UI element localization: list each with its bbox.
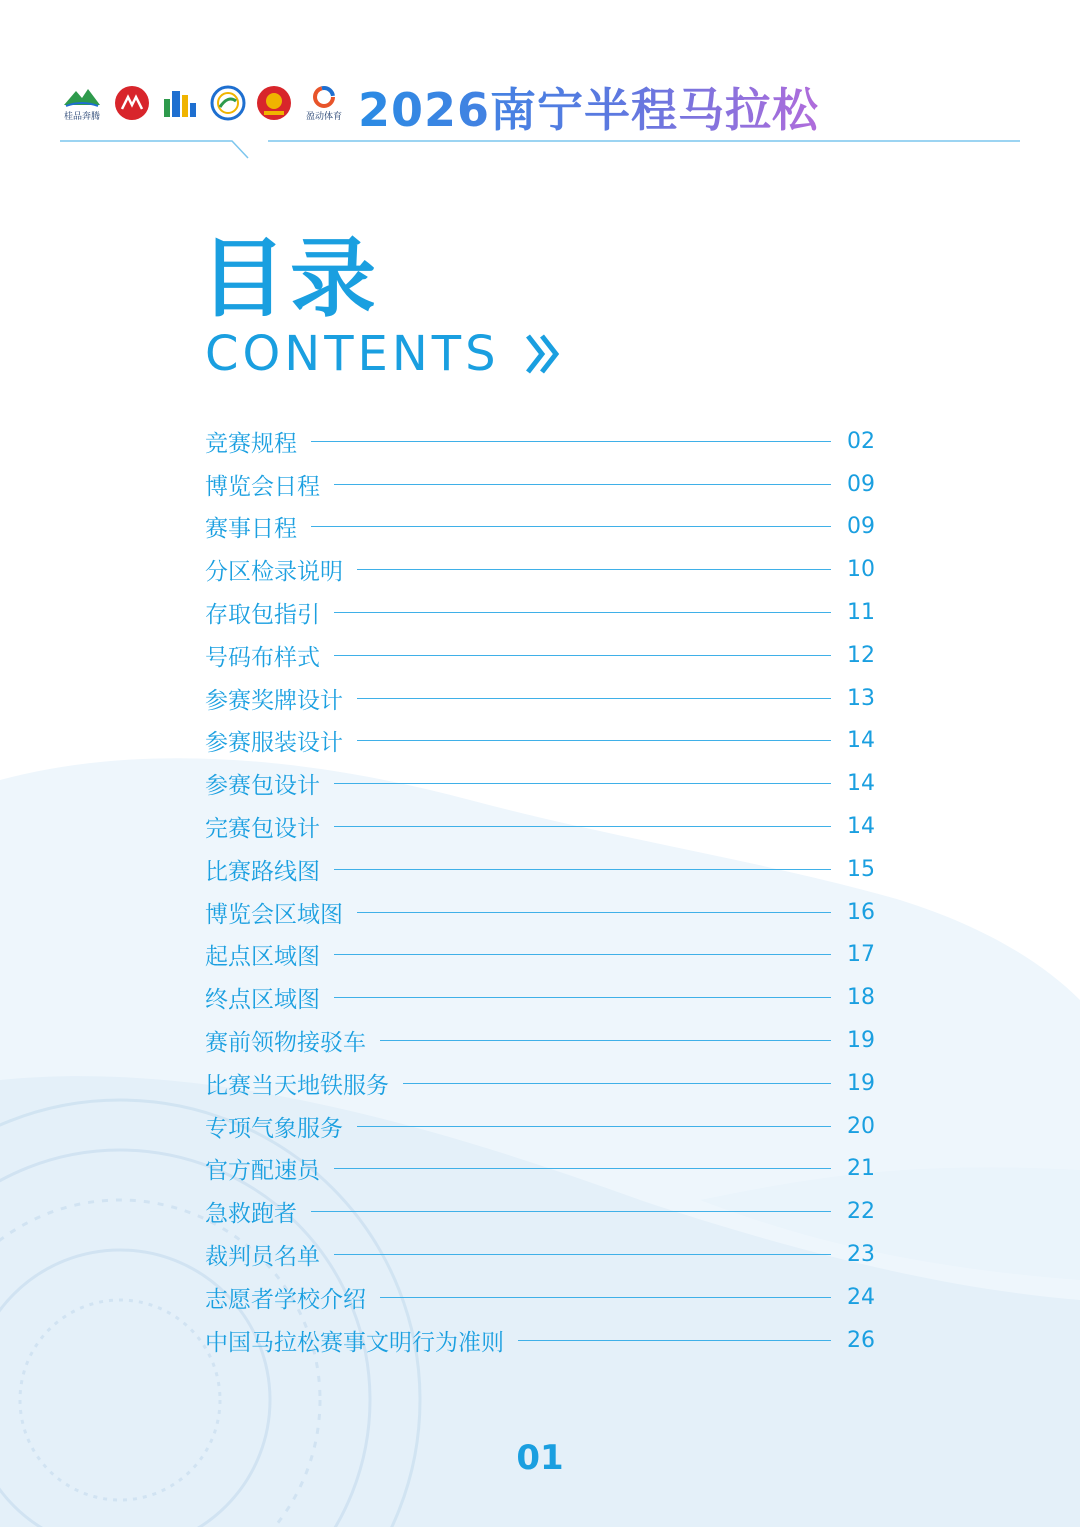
toc-page-number: 16 bbox=[847, 899, 875, 925]
toc-page-number: 02 bbox=[847, 428, 875, 454]
toc-label: 存取包指引 bbox=[205, 602, 320, 629]
toc-leader-line bbox=[334, 484, 831, 485]
toc-leader-line bbox=[380, 1040, 831, 1041]
toc-leader-line bbox=[334, 1254, 831, 1255]
toc-row[interactable] bbox=[205, 677, 875, 720]
toc-label: 中国马拉松赛事文明行为准则 bbox=[205, 1329, 504, 1356]
toc-label: 竞赛规程 bbox=[205, 430, 297, 457]
toc-label: 博览会区域图 bbox=[205, 901, 343, 928]
toc-row[interactable] bbox=[205, 463, 875, 506]
page-header bbox=[0, 0, 1080, 170]
logo-text: 盈动体育 bbox=[305, 111, 342, 122]
logo-text: 桂品奔腾 bbox=[63, 111, 100, 122]
toc-leader-line bbox=[334, 954, 831, 955]
toc-leader-line bbox=[334, 1168, 831, 1169]
toc-page-number: 14 bbox=[847, 771, 875, 797]
toc-row[interactable] bbox=[205, 506, 875, 549]
toc-row[interactable] bbox=[205, 591, 875, 634]
toc-row[interactable] bbox=[205, 934, 875, 977]
toc-page-number: 18 bbox=[847, 985, 875, 1011]
toc-leader-line bbox=[403, 1083, 831, 1084]
header-divider bbox=[0, 0, 1080, 170]
toc-leader-line bbox=[311, 441, 831, 442]
toc-label: 赛前领物接驳车 bbox=[205, 1030, 366, 1057]
toc-label: 分区检录说明 bbox=[205, 559, 343, 586]
toc-row[interactable] bbox=[205, 976, 875, 1019]
toc-leader-line bbox=[334, 783, 831, 784]
toc-row[interactable] bbox=[205, 1062, 875, 1105]
toc-label: 比赛路线图 bbox=[205, 858, 320, 885]
toc-leader-line bbox=[357, 698, 831, 699]
toc-page-number: 17 bbox=[847, 942, 875, 968]
toc-row[interactable] bbox=[205, 1190, 875, 1233]
toc-row[interactable] bbox=[205, 634, 875, 677]
toc-page-number: 20 bbox=[847, 1113, 875, 1139]
toc-leader-line bbox=[334, 612, 831, 613]
toc-page-number: 22 bbox=[847, 1199, 875, 1225]
toc-page-number: 24 bbox=[847, 1284, 875, 1310]
double-chevron-right-icon bbox=[524, 332, 564, 376]
contents-heading-cn: 目录 bbox=[200, 229, 380, 329]
toc-page-number: 13 bbox=[847, 685, 875, 711]
toc-row[interactable] bbox=[205, 1276, 875, 1319]
toc-leader-line bbox=[334, 655, 831, 656]
toc-page-number: 23 bbox=[847, 1242, 875, 1268]
toc-label: 号码布样式 bbox=[205, 644, 320, 671]
toc-row[interactable] bbox=[205, 548, 875, 591]
toc-label: 赛事日程 bbox=[205, 516, 297, 543]
toc-page-number: 11 bbox=[847, 600, 875, 626]
toc-label: 专项气象服务 bbox=[205, 1115, 343, 1142]
toc-leader-line bbox=[518, 1340, 831, 1341]
toc-row[interactable] bbox=[205, 762, 875, 805]
toc-row[interactable] bbox=[205, 720, 875, 763]
toc-leader-line bbox=[357, 1126, 831, 1127]
toc-row[interactable] bbox=[205, 1019, 875, 1062]
toc-page-number: 26 bbox=[847, 1327, 875, 1353]
toc-row[interactable] bbox=[205, 891, 875, 934]
toc-label: 起点区域图 bbox=[205, 944, 320, 971]
toc-page-number: 19 bbox=[847, 1070, 875, 1096]
toc-label: 终点区域图 bbox=[205, 987, 320, 1014]
contents-heading-en bbox=[205, 326, 564, 382]
toc-label: 急救跑者 bbox=[205, 1201, 297, 1228]
toc-page-number: 14 bbox=[847, 728, 875, 754]
event-title: 2026南宁半程马拉松 bbox=[358, 74, 819, 140]
toc-leader-line bbox=[334, 869, 831, 870]
toc-page-number: 14 bbox=[847, 814, 875, 840]
toc-label: 比赛当天地铁服务 bbox=[205, 1072, 389, 1099]
toc-leader-line bbox=[357, 569, 831, 570]
toc-leader-line bbox=[334, 826, 831, 827]
toc-row[interactable] bbox=[205, 1319, 875, 1362]
toc-page-number: 12 bbox=[847, 642, 875, 668]
toc-page-number: 15 bbox=[847, 856, 875, 882]
toc-leader-line bbox=[311, 1211, 831, 1212]
toc-row[interactable] bbox=[205, 1233, 875, 1276]
toc-page-number: 19 bbox=[847, 1028, 875, 1054]
page-number: 01 bbox=[516, 1438, 564, 1478]
toc-row[interactable] bbox=[205, 420, 875, 463]
toc-row[interactable] bbox=[205, 805, 875, 848]
toc-page-number: 21 bbox=[847, 1156, 875, 1182]
toc-row[interactable] bbox=[205, 1148, 875, 1191]
toc-page-number: 10 bbox=[847, 557, 875, 583]
toc-label: 博览会日程 bbox=[205, 473, 320, 500]
contents-heading-en-text: CONTENTS bbox=[205, 326, 500, 382]
toc-leader-line bbox=[357, 912, 831, 913]
toc-label: 参赛奖牌设计 bbox=[205, 687, 343, 714]
toc-label: 裁判员名单 bbox=[205, 1244, 320, 1271]
toc-leader-line bbox=[311, 526, 831, 527]
toc-page-number: 09 bbox=[847, 471, 875, 497]
toc-label: 官方配速员 bbox=[205, 1158, 320, 1185]
toc-page-number: 09 bbox=[847, 514, 875, 540]
toc-leader-line bbox=[357, 740, 831, 741]
toc-row[interactable] bbox=[205, 1105, 875, 1148]
toc-label: 参赛包设计 bbox=[205, 773, 320, 800]
toc-label: 参赛服装设计 bbox=[205, 730, 343, 757]
toc-leader-line bbox=[334, 997, 831, 998]
table-of-contents bbox=[205, 420, 875, 1362]
toc-row[interactable] bbox=[205, 848, 875, 891]
toc-leader-line bbox=[380, 1297, 831, 1298]
toc-label: 志愿者学校介绍 bbox=[205, 1286, 366, 1313]
toc-label: 完赛包设计 bbox=[205, 816, 320, 843]
